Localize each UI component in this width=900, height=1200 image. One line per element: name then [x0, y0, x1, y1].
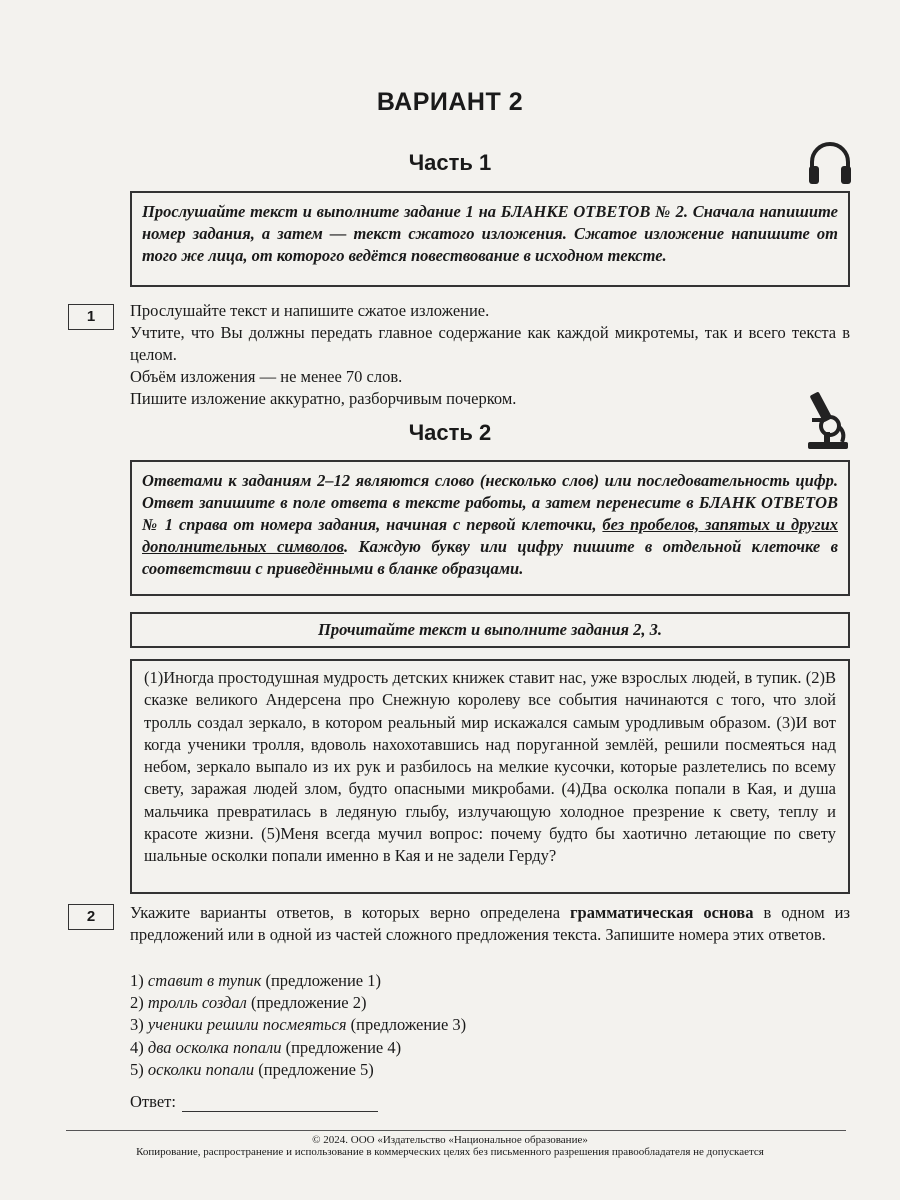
read-instruction: Прочитайте текст и выполните задания 2, 3.: [130, 612, 850, 648]
footer-copyright: © 2024. ООО «Издательство «Национальное образование»: [312, 1134, 588, 1146]
part2-instruction-b: . Каждую букву или цифру пишите в отдельной клеточке в соответствии с приведёнными в бланке образцами.: [142, 537, 838, 578]
microscope-icon: [802, 388, 854, 459]
option-item: 3) ученики решили посмеяться (предложение 3): [130, 1015, 467, 1035]
part2-instruction: [142, 470, 838, 580]
footer-notice: Копирование, распространение и использование в коммерческих целях без письменного разрешения правообладателя не допускается: [136, 1146, 764, 1158]
task1-line: Объём изложения — не менее 70 слов.: [130, 367, 403, 386]
headphones-icon: [804, 138, 856, 195]
task1-text: [130, 300, 850, 410]
option-item: 2) тролль создал (предложение 2): [130, 993, 367, 1013]
option-item: 4) два осколка попали (предложение 4): [130, 1037, 402, 1057]
part2-instruction-a: Ответами к заданиям 2–12 являются слово (несколько слов) или последовательность цифр. Ответ запишите в поле ответа в тексте работы, а затем перенесите в БЛАНК ОТВЕТОВ № 1 справа от номера задания, начиная с первой клеточки,: [142, 471, 838, 534]
part2-title: Часть 2: [408, 420, 492, 445]
answer-label: Ответ:: [130, 1092, 176, 1111]
footer-divider: [66, 1130, 846, 1131]
task1-line: Учтите, что Вы должны передать главное содержание как каждой микротемы, так и всего текста в целом.: [130, 323, 850, 364]
reading-text: (1)Иногда простодушная мудрость детских книжек ставит нас, уже взрослых людей, в тупик. (2)В сказке великого Андерсена про Снежную королеву все события начинаются с того, что злой тролль создал зеркало, в котором реальный мир искажался самым уродливым образом. (3)И вот когда ученики тролля, вдоволь нахохотавшись над поруганной землёй, решили посмеяться над небом, зеркало выпало из их рук и разбилось на мелкие кусочки, которые разлетелись по всему свету, заражая людей злом, будто опасными микробами. (4)Два осколка попали в Кая, и душа мальчика превратилась в ледяную глыбу, излучающую холодное презрение к свету, теплу и красоте жизни. (5)Меня всегда мучил вопрос: почему будто бы хаотично летающие по свету шальные осколки попали именно в Кая и не задели Герду?: [130, 659, 850, 894]
task2-options: [130, 970, 466, 1081]
variant-title: ВАРИАНТ 2: [376, 88, 524, 116]
option-item: 5) осколки попали (предложение 5): [130, 1059, 374, 1079]
task1-number: 1: [68, 304, 114, 330]
option-item: 1) ставит в тупик (предложение 1): [130, 971, 381, 990]
part2-instruction-underlined: без пробелов, запятых и других дополнительных символов: [142, 515, 838, 556]
answer-field[interactable]: [130, 1092, 378, 1112]
task1-line: Пишите изложение аккуратно, разборчивым почерком.: [130, 389, 517, 408]
part1-instruction: Прослушайте текст и выполните задание 1 на БЛАНКЕ ОТВЕТОВ № 2. Сначала напишите номер задания, а затем — текст сжатого изложения. Сжатое изложение напишите от того же лица, от которого ведётся повествование в исходном тексте.: [142, 202, 838, 265]
part1-instruction-box: [130, 191, 850, 287]
task2-question-a: Укажите варианты ответов, в которых верно определена: [130, 903, 571, 922]
part2-instruction-box: [130, 460, 850, 596]
task2-number: 2: [68, 904, 114, 930]
task2-question-bold: грамматическая основа: [570, 903, 754, 922]
part1-title: Часть 1: [408, 150, 492, 175]
task1-line: Прослушайте текст и напишите сжатое изложение.: [130, 301, 490, 320]
answer-line[interactable]: [182, 1093, 378, 1112]
task2-question-b: в одном из предложений или в одной из частей сложного предложения текста. Запишите номера этих ответов.: [130, 903, 850, 944]
task2-question: [130, 902, 850, 946]
